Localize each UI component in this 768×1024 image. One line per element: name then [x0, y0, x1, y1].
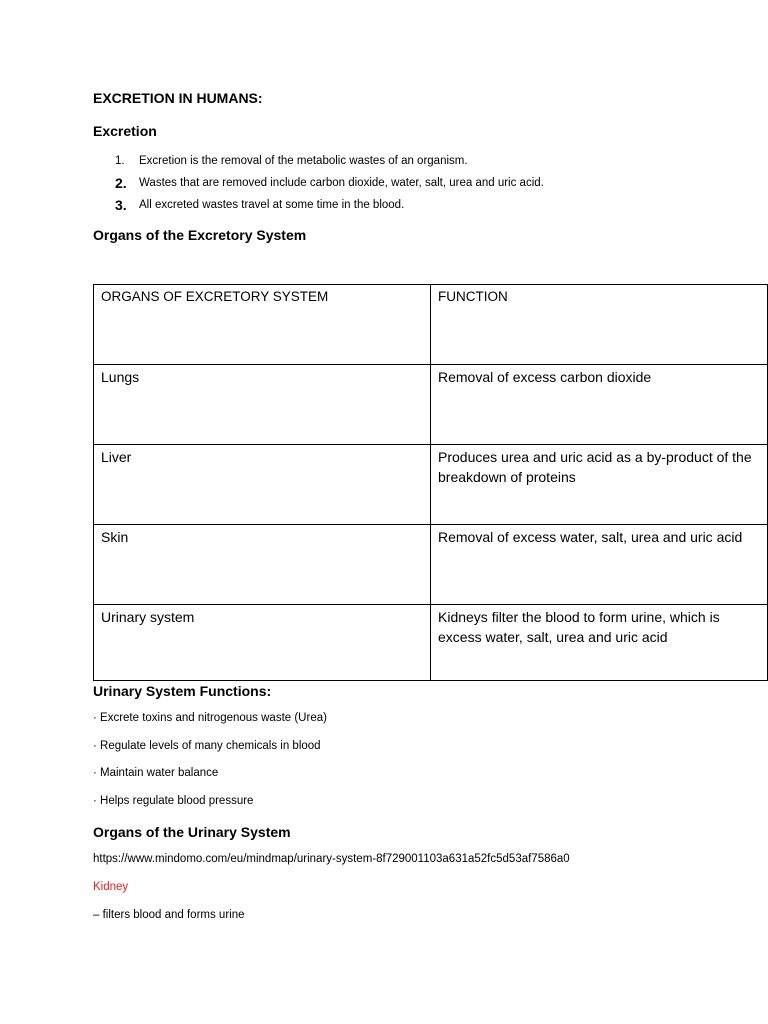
organ-cell: Lungs — [94, 365, 431, 445]
table-row — [94, 605, 768, 681]
table-header-cell: FUNCTION — [431, 285, 768, 365]
bullet-item: · Maintain water balance — [93, 767, 219, 779]
function-cell: Removal of excess water, salt, urea and uric acid — [431, 525, 768, 605]
organ-cell: Liver — [94, 445, 431, 525]
table-row — [94, 525, 768, 605]
table-row — [94, 365, 768, 445]
list-text: Wastes that are removed include carbon dioxide, water, salt, urea and uric acid. — [139, 177, 544, 189]
bullet-item: · Excrete toxins and nitrogenous waste (Urea) — [93, 712, 327, 724]
table-row — [94, 445, 768, 525]
mindmap-url-text: https://www.mindomo.com/eu/mindmap/urinary-system-8f729001103a631a52fc5d53af7586a0 — [93, 853, 570, 865]
kidney-description: – filters blood and forms urine — [93, 909, 245, 921]
list-number: 3. — [115, 197, 127, 213]
function-cell: Removal of excess carbon dioxide — [431, 365, 768, 445]
bullet-item: · Helps regulate blood pressure — [93, 795, 254, 807]
table-header-cell: ORGANS OF EXCRETORY SYSTEM — [94, 285, 431, 365]
list-number: 2. — [115, 175, 127, 191]
function-cell: Produces urea and uric acid as a by-product of the breakdown of proteins — [431, 445, 768, 525]
document-title: EXCRETION IN HUMANS: — [93, 90, 263, 106]
function-cell: Kidneys filter the blood to form urine, which is excess water, salt, urea and uric acid — [431, 605, 768, 681]
bullet-item: · Regulate levels of many chemicals in blood — [93, 740, 321, 752]
excretion-heading: Excretion — [93, 123, 157, 139]
organ-cell: Urinary system — [94, 605, 431, 681]
list-text: All excreted wastes travel at some time in the blood. — [139, 199, 405, 211]
organs-table — [93, 284, 768, 681]
urinary-functions-heading: Urinary System Functions: — [93, 683, 272, 699]
kidney-label: Kidney — [93, 881, 129, 893]
table-header-row — [94, 285, 768, 365]
urinary-organs-heading: Organs of the Urinary System — [93, 824, 291, 840]
list-text: Excretion is the removal of the metabolic wastes of an organism. — [139, 155, 468, 167]
organ-cell: Skin — [94, 525, 431, 605]
organs-heading: Organs of the Excretory System — [93, 227, 307, 243]
list-number: 1. — [115, 155, 125, 167]
